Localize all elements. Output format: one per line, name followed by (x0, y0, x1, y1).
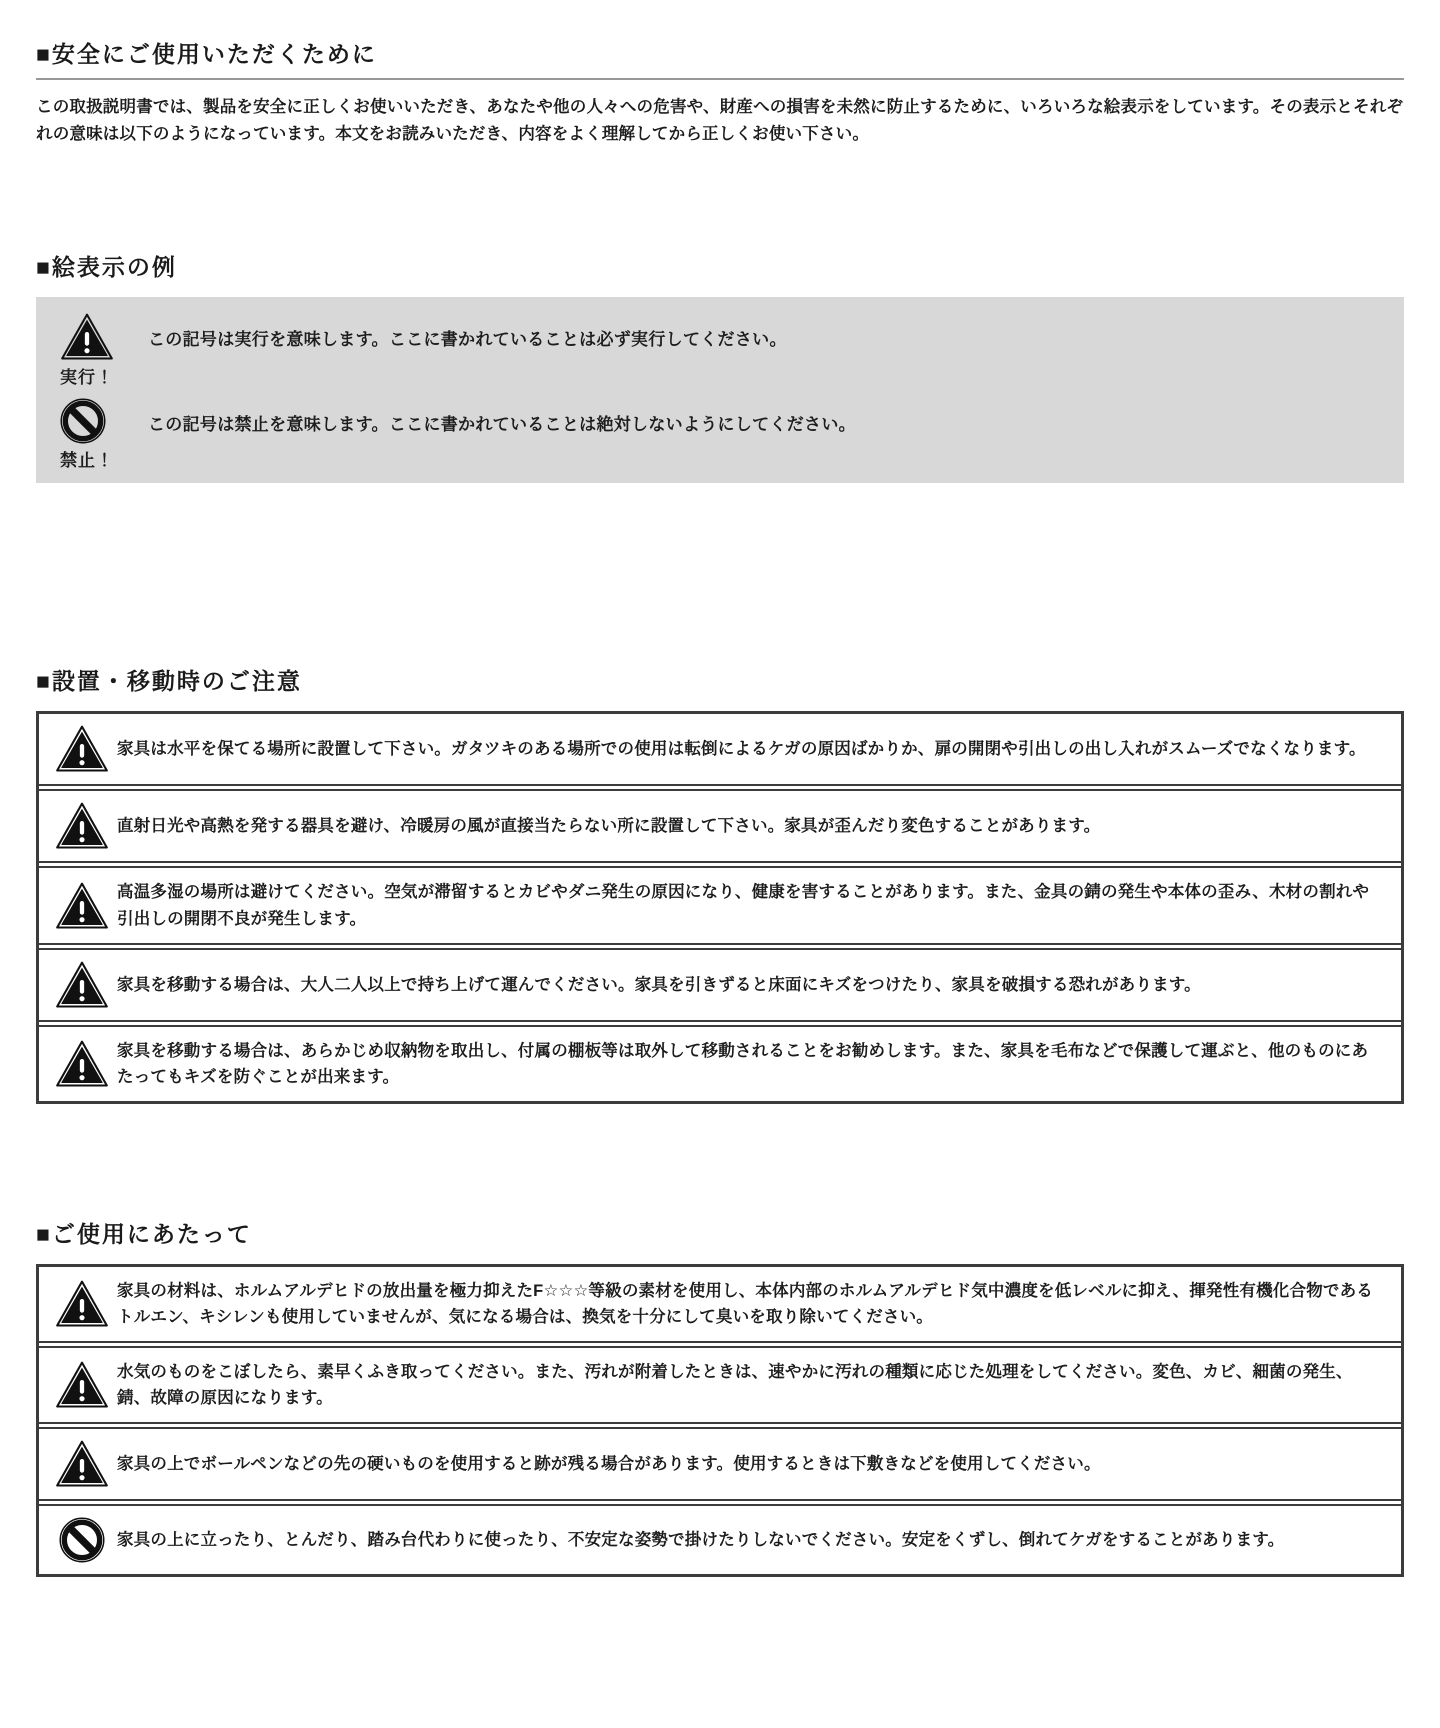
warning-text: 直射日光や高熱を発する器具を避け、冷暖房の風が直接当たらない所に設置して下さい。家具が歪んだり変色することがあります。 (117, 817, 1101, 836)
warning-triangle-icon (47, 1440, 117, 1488)
warning-row (39, 861, 1401, 942)
warning-row (39, 1422, 1401, 1499)
symbol-text-prohibit: この記号は禁止を意味します。ここに書かれていることは絶対しないようにしてください。 (148, 415, 856, 435)
section-title-install: ■設置・移動時のご注意 (36, 668, 302, 695)
warning-row (39, 714, 1401, 784)
symbol-example-execute (56, 313, 1384, 388)
symbol-label-execute: 実行！ (60, 368, 114, 388)
symbol-example-prohibit (56, 398, 1384, 471)
warning-row (39, 1341, 1401, 1422)
warning-text: 家具は水平を保てる場所に設置して下さい。ガタツキのある場所での使用は転倒によるケガの原因ばかりか、扉の開閉や引出しの出し入れがスムーズでなくなります。 (117, 740, 1366, 759)
prohibition-icon (47, 1517, 117, 1563)
warning-triangle-icon (47, 961, 117, 1009)
symbol-label-prohibit: 禁止！ (60, 451, 114, 471)
section-install (36, 663, 1404, 1103)
section-title-safety: ■安全にご使用いただくために (36, 41, 377, 67)
symbol-icon-column (56, 398, 142, 471)
warning-triangle-icon (47, 1280, 117, 1328)
section-symbols (36, 249, 1404, 483)
section-usage (36, 1216, 1404, 1577)
warning-text: 家具を移動する場合は、大人二人以上で持ち上げて運んでください。家具を引きずると床面にキズをつけたり、家具を破損する恐れがあります。 (117, 975, 1201, 994)
warning-triangle-icon (60, 313, 114, 361)
section-safety (36, 36, 1404, 147)
warning-row (39, 1267, 1401, 1341)
warning-row (39, 943, 1401, 1020)
safety-intro-text: この取扱説明書では、製品を安全に正しくお使いいただき、あなたや他の人々への危害や、財産への損害を未然に防止するために、いろいろな絵表示をしています。その表示とそれぞれの意味は以下のようになっています。本文をお読みいただき、内容をよく理解してから正しくお使い下さい。 (36, 98, 1404, 143)
usage-warning-table (36, 1264, 1404, 1577)
warning-triangle-icon (47, 725, 117, 773)
section-title-usage: ■ご使用にあたって (36, 1220, 252, 1247)
heading-rule (36, 78, 1404, 80)
warning-triangle-icon (47, 882, 117, 930)
warning-triangle-icon (47, 1040, 117, 1088)
warning-text: 家具の上でボールペンなどの先の硬いものを使用すると跡が残る場合があります。使用するときは下敷きなどを使用してください。 (117, 1454, 1101, 1473)
warning-text: 家具を移動する場合は、あらかじめ収納物を取出し、付属の棚板等は取外して移動されることをお勧めします。また、家具を毛布などで保護して運ぶと、他のものにあたってもキズを防ぐことが出来ます。 (117, 1041, 1369, 1086)
symbol-examples-box (36, 297, 1404, 483)
prohibition-icon (60, 398, 106, 444)
warning-row (39, 784, 1401, 861)
install-warning-table (36, 711, 1404, 1103)
warning-text: 水気のものをこぼしたら、素早くふき取ってください。また、汚れが附着したときは、速やかに汚れの種類に応じた処理をしてください。変色、カビ、細菌の発生、錆、故障の原因になります。 (117, 1362, 1353, 1407)
section-title-symbols: ■絵表示の例 (36, 254, 177, 281)
warning-triangle-icon (47, 802, 117, 850)
warning-row (39, 1020, 1401, 1101)
warning-text: 家具の材料は、ホルムアルデヒドの放出量を極力抑えたF☆☆☆等級の素材を使用し、本体内部のホルムアルデヒド気中濃度を低レベルに抑え、揮発性有機化合物であるトルエン、キシレンも使用していませんが、気になる場合は、換気を十分にして臭いを取り除いてください。 (117, 1281, 1374, 1326)
symbol-text-execute: この記号は実行を意味します。ここに書かれていることは必ず実行してください。 (148, 330, 787, 350)
warning-triangle-icon (47, 1361, 117, 1409)
prohibition-row (39, 1499, 1401, 1574)
warning-text: 高温多湿の場所は避けてください。空気が滞留するとカビやダニ発生の原因になり、健康を害することがあります。また、金具の錆の発生や本体の歪み、木材の割れや引出しの開閉不良が発生します。 (117, 883, 1370, 928)
symbol-icon-column (56, 313, 142, 388)
warning-text: 家具の上に立ったり、とんだり、踏み台代わりに使ったり、不安定な姿勢で掛けたりしないでください。安定をくずし、倒れてケガをすることがあります。 (117, 1530, 1285, 1549)
